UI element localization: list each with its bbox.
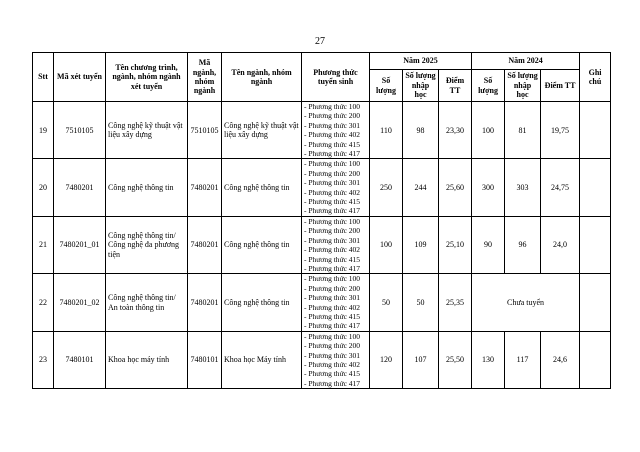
cell-ten-chuong-trinh: Công nghệ kỹ thuật vật liệu xây dựng	[106, 102, 188, 159]
cell-phuong-thuc	[302, 102, 370, 159]
header-diem-2024: Điểm TT	[541, 70, 580, 102]
cell-nhap-hoc-2024: 117	[505, 331, 541, 388]
cell-diem-2024: 19,75	[541, 102, 580, 159]
header-ghi-chu: Ghi chú	[580, 53, 611, 102]
cell-ma-nganh: 7480201	[188, 216, 222, 273]
cell-ghi-chu	[580, 331, 611, 388]
method-item: - Phương thức 417	[304, 321, 361, 331]
header-phuong-thuc: Phương thức tuyển sinh	[302, 53, 370, 102]
cell-ten-chuong-trinh: Công nghệ thông tin/ An toàn thông tin	[106, 274, 188, 331]
header-ten-nganh: Tên ngành, nhóm ngành	[222, 53, 302, 102]
cell-ma-xet-tuyen: 7510105	[54, 102, 106, 159]
cell-so-luong-2025: 50	[370, 274, 403, 331]
method-item: - Phương thức 415	[304, 311, 361, 321]
method-item: - Phương thức 417	[304, 263, 361, 273]
cell-phuong-thuc	[302, 216, 370, 273]
cell-ghi-chu	[580, 274, 611, 331]
cell-ma-xet-tuyen: 7480101	[54, 331, 106, 388]
cell-so-luong-2024: 100	[472, 102, 505, 159]
cell-nhap-hoc-2025: 98	[403, 102, 439, 159]
header-row-top	[33, 53, 611, 70]
cell-ma-xet-tuyen: 7480201_02	[54, 274, 106, 331]
cell-so-luong-2025: 100	[370, 216, 403, 273]
header-ma-xet-tuyen: Mã xét tuyển	[54, 53, 106, 102]
cell-nhap-hoc-2025: 244	[403, 159, 439, 216]
method-item: - Phương thức 301	[304, 178, 361, 188]
method-item: - Phương thức 200	[304, 226, 361, 236]
table-row	[33, 216, 611, 273]
header-stt: Stt	[33, 53, 54, 102]
cell-so-luong-2024: 130	[472, 331, 505, 388]
cell-stt: 23	[33, 331, 54, 388]
method-item: - Phương thức 100	[304, 331, 361, 341]
cell-diem-2025: 25,50	[439, 331, 472, 388]
table-row	[33, 102, 611, 159]
method-item: - Phương thức 301	[304, 120, 361, 130]
table-row	[33, 331, 611, 388]
header-ten-chuong-trinh: Tên chương trình, ngành, nhóm ngành xét tuyển	[106, 53, 188, 102]
cell-so-luong-2025: 250	[370, 159, 403, 216]
method-item: - Phương thức 402	[304, 302, 361, 312]
cell-nhap-hoc-2024: 81	[505, 102, 541, 159]
cell-phuong-thuc	[302, 331, 370, 388]
table-row	[33, 274, 611, 331]
method-item: - Phương thức 100	[304, 159, 361, 169]
method-item: - Phương thức 402	[304, 187, 361, 197]
cell-ghi-chu	[580, 102, 611, 159]
cell-so-luong-2024: 300	[472, 159, 505, 216]
cell-diem-2025: 23,30	[439, 102, 472, 159]
method-item: - Phương thức 417	[304, 206, 361, 216]
method-item: - Phương thức 301	[304, 350, 361, 360]
cell-stt: 19	[33, 102, 54, 159]
cell-ten-nganh: Khoa học Máy tính	[222, 331, 302, 388]
cell-ghi-chu	[580, 159, 611, 216]
method-item: - Phương thức 200	[304, 111, 361, 121]
method-item: - Phương thức 417	[304, 378, 361, 388]
cell-so-luong-2025: 110	[370, 102, 403, 159]
method-item: - Phương thức 200	[304, 168, 361, 178]
method-item: - Phương thức 402	[304, 130, 361, 140]
cell-stt: 21	[33, 216, 54, 273]
cell-ten-chuong-trinh: Khoa học máy tính	[106, 331, 188, 388]
cell-ten-chuong-trinh: Công nghệ thông tin/ Công nghệ đa phương tiện	[106, 216, 188, 273]
header-so-luong-2024: Số lượng	[472, 70, 505, 102]
method-item: - Phương thức 415	[304, 139, 361, 149]
cell-diem-2024: 24,6	[541, 331, 580, 388]
method-item: - Phương thức 100	[304, 216, 361, 226]
cell-so-luong-2025: 120	[370, 331, 403, 388]
cell-nhap-hoc-2025: 107	[403, 331, 439, 388]
cell-ma-xet-tuyen: 7480201	[54, 159, 106, 216]
cell-nhap-hoc-2024: 96	[505, 216, 541, 273]
method-item: - Phương thức 200	[304, 341, 361, 351]
cell-ten-nganh: Công nghệ thông tin	[222, 274, 302, 331]
method-item: - Phương thức 417	[304, 149, 361, 159]
method-item: - Phương thức 100	[304, 102, 361, 111]
method-item: - Phương thức 200	[304, 283, 361, 293]
header-ma-nganh: Mã ngành, nhóm ngành	[188, 53, 222, 102]
cell-so-luong-2024: 90	[472, 216, 505, 273]
cell-diem-2025: 25,10	[439, 216, 472, 273]
header-so-luong-2025: Số lượng	[370, 70, 403, 102]
cell-phuong-thuc	[302, 159, 370, 216]
method-item: - Phương thức 402	[304, 359, 361, 369]
cell-ma-xet-tuyen: 7480201_01	[54, 216, 106, 273]
method-item: - Phương thức 301	[304, 293, 361, 303]
cell-ma-nganh: 7510105	[188, 102, 222, 159]
header-diem-2025: Điểm TT	[439, 70, 472, 102]
method-item: - Phương thức 301	[304, 235, 361, 245]
cell-diem-2025: 25,35	[439, 274, 472, 331]
cell-ten-nganh: Công nghệ thông tin	[222, 159, 302, 216]
cell-ma-nganh: 7480101	[188, 331, 222, 388]
table-row	[33, 159, 611, 216]
cell-nhap-hoc-2025: 109	[403, 216, 439, 273]
cell-ma-nganh: 7480201	[188, 274, 222, 331]
method-item: - Phương thức 415	[304, 369, 361, 379]
header-nhap-hoc-2024: Số lượng nhập học	[505, 70, 541, 102]
cell-ten-chuong-trinh: Công nghệ thông tin	[106, 159, 188, 216]
header-nhap-hoc-2025: Số lượng nhập học	[403, 70, 439, 102]
cell-diem-2024: 24,75	[541, 159, 580, 216]
cell-phuong-thuc	[302, 274, 370, 331]
method-item: - Phương thức 100	[304, 274, 361, 284]
cell-ghi-chu	[580, 216, 611, 273]
cell-ten-nganh: Công nghệ kỹ thuật vật liệu xây dựng	[222, 102, 302, 159]
header-nam-2024: Năm 2024	[472, 53, 580, 70]
admissions-table	[32, 52, 611, 389]
method-item: - Phương thức 415	[304, 197, 361, 207]
cell-stt: 22	[33, 274, 54, 331]
cell-ten-nganh: Công nghệ thông tin	[222, 216, 302, 273]
cell-diem-2025: 25,60	[439, 159, 472, 216]
cell-nhap-hoc-2025: 50	[403, 274, 439, 331]
page-number: 27	[315, 36, 325, 47]
cell-ma-nganh: 7480201	[188, 159, 222, 216]
cell-stt: 20	[33, 159, 54, 216]
cell-chua-tuyen-2024: Chưa tuyển	[472, 274, 580, 331]
method-item: - Phương thức 415	[304, 254, 361, 264]
header-nam-2025: Năm 2025	[370, 53, 472, 70]
cell-nhap-hoc-2024: 303	[505, 159, 541, 216]
cell-diem-2024: 24,0	[541, 216, 580, 273]
method-item: - Phương thức 402	[304, 245, 361, 255]
